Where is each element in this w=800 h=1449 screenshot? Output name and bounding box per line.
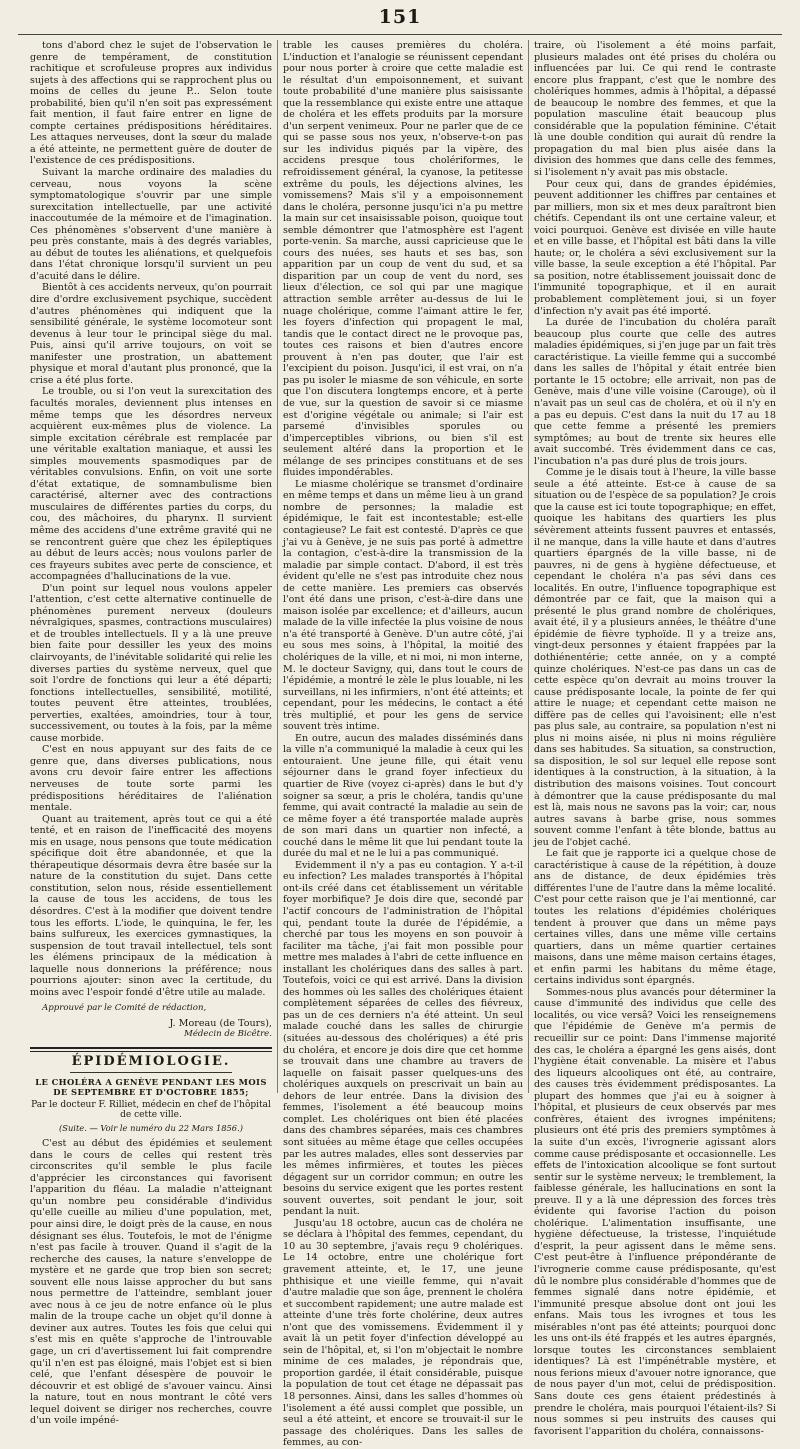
- author-signature: J. Moreau (de Tours),: [169, 1017, 272, 1029]
- paragraph: Le trouble, ou si l'on veut la surexcitation des facultés morales, deviennent plus intenses en même temps que les désordres nerveux acquièrent eux-mêmes plus de violence. La simple excitation cérébrale est remplacée par une véritable exaltation maniaque, et aussi les simples mouvements spasmodiques par de véritables convulsions. Enfin, on voit une sorte d'état extatique, de somnambulisme bien caractérisé, alterner avec des contractions musculaires de différentes parties du corps, du cou, des mâchoires, du pharynx. Il survient même des accidens d'une extrême gravité qui ne se rencontrent guère que chez les épileptiques au début de leurs accès; nous voulons parler de ces frayeurs subites avec perte de conscience, et accompagnées d'hallucinations de la vue.: [30, 386, 272, 583]
- approval-note: Approuvé par le Comité de rédaction,: [42, 1003, 207, 1014]
- paragraph: Quant au traitement, après tout ce qui a été tenté, et en raison de l'inefficacité des moyens mis en usage, nous pensons que toute médication spécifique doit être abandonnée, et que la thérapeutique désormais devra être basée sur la nature de la constitution du sujet. Dans cette constitution, selon nous, réside essentiellement la cause de tous les accidens, de tous les désordres. C'est à la modifier que doivent tendre tous les efforts. L'iode, le quinquina, le fer, les bains sulfureux, les exercices gymnastiques, la suspension de tout travail intellectuel, tels sont les élémens principaux de la médication à laquelle nous donnerions la préférence; nous pourrions ajouter: sinon avec la certitude, du moins avec l'espoir fondé d'être utile au malade.: [30, 813, 272, 998]
- title-divider: [70, 1072, 232, 1073]
- author-title: Médecin de Bicêtre.: [184, 1029, 272, 1040]
- paragraph: En outre, aucun des malades disséminés dans la ville n'a communiqué la maladie à ceux qui les entouraient. Une jeune fille, qui était venu séjourner dans le grand foyer infectieux du quartier de Rive (voyez ci-après) dans le but d'y soigner sa sœur, a pris le choléra, tandis qu'une femme, qui avait contracté la maladie au sein de ce même foyer a été transportée malade auprès de son mari dans un quartier non infecté, a couché dans le même lit que lui pendant toute la durée du mal et ne le lui a pas communiqué.: [283, 732, 523, 860]
- paragraph: Bientôt à ces accidents nerveux, qu'on pourrait dire d'ordre exclusivement psychique, succèdent d'autres phénomènes qui indiquent que la sensibilité générale, le système locomoteur sont devenus à leur tour le principal siège du mal. Puis, ainsi qu'il arrive toujours, on voit se manifester une prostration, un abattement physique et moral d'autant plus prononcé, que la crise a été plus forte.: [30, 282, 272, 386]
- paragraph: trable les causes premières du choléra. L'induction et l'analogie se réunissent cependant pour nous porter à croire que cette maladie est le résultat d'un empoisonnement, et suivant toute probabilité d'une manière plus saisissante que la ressemblance qui existe entre une attaque de choléra et les effets produits par la morsure d'un serpent venimeux. Pour ne parler que de ce qui se passe sous nos yeux, n'observe-t-on pas sur les individus piqués par la vipère, des accidens presque tous cholériformes, le refroidissement général, la cyanose, la petitesse extrême du pouls, les déjections alvines, les vomissemens? Mais s'il y a empoisonnement dans le choléra, personne jusqu'ici n'a pu mettre la main sur cet insaisissable poison, quoique tout semble démontrer que l'atmosphère est l'agent porte-venin. Sa marche, aussi capricieuse que le cours des nuées, ses hauts et ses bas, son apparition par un coup de vent du sud, et sa disparition par un coup de vent du nord, ses lieux d'élection, ce sol qui par une magique attraction semble arrêter au-dessus de lui le nuage cholérique, comme l'aimant attire le fer, les foyers d'infection qui propagent le mal, tandis que le contact direct ne le provoque pas, toutes ces raisons et bien d'autres encore prouvent à n'en pas douter, que l'air est l'excipient du poison. Jusqu'ici, il est vrai, on n'a pas pu isoler le miasme de son véhicule, en sorte que l'on discutera longtemps encore, et à perte de vue, sur la question de savoir si ce miasme est d'origine végétale ou animale; si l'air est parsemé d'invisibles sporules ou d'imperceptibles vibrions, ou bien s'il est seulement altéré dans la proportion et le mélange de ses principes constituans et de ses fluides impondérables.: [283, 40, 523, 479]
- paragraph: Pour ceux qui, dans de grandes épidémies, peuvent additionner les chiffres par centaines et par milliers, mon six et mes deux paraîtront bien chétifs. Cependant ils ont une certaine valeur, et voici pourquoi. Genève est divisée en ville haute et en ville basse, et l'hôpital est bâti dans la ville haute; or, le choléra a sévi exclusivement sur la ville basse, la seule exception a été l'hôpital. Par sa position, notre établissement jouissait donc de l'immunité topographique, et il en aurait probablement complètement joui, si un foyer d'infection n'y avait pas été importé.: [534, 178, 776, 317]
- section-divider: [30, 1047, 272, 1052]
- paragraph: Le miasme cholérique se transmet d'ordinaire en même temps et dans un même lieu à un grand nombre de personnes; la maladie est épidémique, le fait est incontestable; est-elle contagieuse? Le fait est contesté. D'après ce que j'ai vu à Genève, je ne suis pas porté à admettre la contagion, c'est-à-dire la transmission de la maladie par simple contact. D'abord, il est très évident qu'elle ne s'est pas introduite chez nous de cette manière. Les premiers cas observés l'ont été dans une prison, c'est-à-dire dans une maison isolée par excellence; et d'ailleurs, aucun malade de la ville infectée la plus voisine de nous n'a été transporté à Genève. D'un autre côté, j'ai eu sous mes soins, à l'hôpital, la moitié des cholériques de la ville, et ni moi, ni mon interne, M. le docteur Savigny, qui, dans tout le cours de l'épidémie, a montré le zèle le plus louable, ni les surveillans, ni les infirmiers, n'ont été atteints; et cependant, pour les médecins, le contact a été très multiplié, et pour les gens de service souvent très intime.: [283, 478, 523, 733]
- paragraph: Le fait que je rapporte ici a quelque chose de caractéristique à cause de la répétition, à douze ans de distance, de deux épidémies très différentes l'une de l'autre dans la même localité. C'est pour cette raison que je l'ai mentionné, car toutes les relations d'épidémies cholériques tendent à prouver que dans un même pays certaines villes, dans une même ville certains quartiers, dans un même quartier certaines maisons, dans une même maison certains étages, et enfin parmi les habitans du même étage, certains individus sont épargnés.: [534, 848, 776, 987]
- paragraph: Evidemment il n'y a pas eu contagion. Y a-t-il eu infection? Les malades transportés à l'hôpital ont-ils créé dans cet établissement un véritable foyer morbifique? Je dois dire que, secondé par l'actif concours de l'administration de l'hôpital qui, pendant toute la durée de l'épidémie, a cherché par tous les moyens en son pouvoir à faciliter ma tâche, j'ai fait mon possible pour mettre mes malades à l'abri de cette influence en installant les cholériques dans des salles à part. Toutefois, voici ce qui est arrivé. Dans la division des hommes où les salles des cholériques étaient complètement séparées de celles des fiévreux, pas un de ces derniers n'a été atteint. Un seul malade couché dans les salles de chirurgie (situées au-dessous des cholériques) a été pris du choléra, et encore je dois dire que cet homme se trouvait dans une chambre au travers de laquelle on faisait passer quelques-uns des cholériques auxquels on prescrivait un bain au dehors de leur entrée. Dans la division des femmes, l'isolement a été beaucoup moins complet. Les cholériques ont bien été placées dans des chambres séparées, mais ces chambres sont situées au même étage que celles occupées par les autres malades, elles sont desservies par les mêmes infirmières, et toutes les pièces dégagent sur un corridor commun; en outre les besoins du service exigent que les portes restent souvent ouvertes, soit pendant le jour, soit pendant la nuit.: [283, 859, 523, 1218]
- continuation-note: (Suite. — Voir le numéro du 22 Mars 1856.): [59, 1122, 243, 1133]
- article-byline: Par le docteur F. Rilliet, médecin en chef de l'hôpital de cette ville.: [31, 1099, 271, 1121]
- paragraph: tons d'abord chez le sujet de l'observation le genre de tempérament, de constitution rachitique et scrofuleuse propres aux individus sujets à des affections qui se rapprochent plus ou moins de celles du jeune P... Selon toute probabilité, bien qu'il n'en soit pas expressément fait mention, il faut faire entrer en ligne de compte certaines prédispositions héréditaires. Les attaques nerveuses, dont la sœur du malade a été atteinte, ne permettent guère de douter de l'existence de ces prédispositions.: [30, 40, 272, 167]
- column-1: [30, 40, 272, 1427]
- paragraph: La durée de l'incubation du choléra paraît beaucoup plus courte que celle des autres maladies épidémiques, si j'en juge par un fait très caractéristique. La vieille femme qui a succombé dans les salles de l'hôpital y était entrée bien portante le 15 octobre; elle arrivait, non pas de Genève, mais d'une ville voisine (Carouge), où il n'avait pas un seul cas de choléra, et où il n'y en a pas eu depuis. C'est dans la nuit du 17 au 18 que cette femme a présenté les premiers symptômes; au bout de trente six heures elle avait succombé. Très évidemment dans ce cas, l'incubation n'a pas duré plus de trois jours.: [534, 317, 776, 467]
- paragraph: Suivant la marche ordinaire des maladies du cerveau, nous voyons la scène symptomatologique s'ouvrir par une simple surexcitation intellectuelle, par une activité inaccoutumée de la mémoire et de l'imagination. Ces phénomènes s'observent d'une manière à peu près constante, mais à des degrés variables, au début de toutes les aliénations, et quelquefois dans l'état chronique lorsqu'il survient un peu d'acuité dans le délire.: [30, 167, 272, 282]
- paragraph: D'un point sur lequel nous voulons appeler l'attention, c'est cette alternative continuelle de phénomènes purement nerveux (douleurs névralgiques, spasmes, contractions musculaires) et de troubles intellectuels. Il y a là une preuve bien faite pour dessiller les yeux des moins clairvoyants, de l'inévitable solidarité qui relie les diverses parties du système nerveux, quel que soit l'ordre de fonctions qui leur a été départi; fonctions intellectuelles, sensibilité, motilité, toutes peuvent être atteintes, troublées, perverties, exaltées, amoindries, tour à tour, successivement, ou toutes à la fois, par la même cause morbide.: [30, 582, 272, 744]
- paragraph: Jusqu'au 18 octobre, aucun cas de choléra ne se déclara à l'hôpital des femmes, cependant, du 10 au 30 septembre, j'avais reçu 9 cholériques. Le 14 octobre, entre une cholérique fort gravement atteinte, et, le 17, une jeune phthisique et une vieille femme, qui n'avait d'autre maladie que son âge, prennent le choléra et succombent rapidement; une autre malade est atteinte d'une très forte cholérine, deux autres n'ont que des vomissemens. Évidemment il y avait là un petit foyer d'infection développé au sein de l'hôpital, et, si l'on m'objectait le nombre minime de ces malades, je répondrais que, proportion gardée, il était considérable, puisque la population de tout cet étage ne dépassait pas 18 personnes. Ainsi, dans les salles d'hommes où l'isolement a été aussi complet que possible, un seul a été atteint, et encore se trouvait-il sur le passage des cholériques. Dans les salles de femmes, au con-: [283, 1217, 523, 1449]
- article-title: LE CHOLÉRA A GENÈVE PENDANT LES MOIS DE SEPTEMBRE ET D'OCTOBRE 1855;: [35, 1076, 267, 1098]
- section-title: ÉPIDÉMIOLOGIE.: [71, 1054, 231, 1070]
- page-number: 151: [378, 6, 422, 28]
- header-rule: [18, 34, 782, 35]
- column-2: [283, 40, 523, 1449]
- column-3: [534, 40, 776, 1437]
- column-divider: [528, 40, 529, 1093]
- paragraph: traire, où l'isolement a été moins parfait, plusieurs malades ont été prises du choléra ou influencées par lui. Ce qui rend le contraste encore plus frappant, c'est que le nombre des cholériques hommes, admis à l'hôpital, a dépassé de beaucoup le nombre des femmes, et que la population masculine était beaucoup plus considérable que la population féminine. C'était là une double condition qui aurait dû rendre la propagation du mal bien plus aisée dans la division des hommes que dans celle des femmes, si l'isolement n'y avait pas mis obstacle.: [534, 40, 776, 179]
- paragraph: Sommes-nous plus avancés pour déterminer la cause d'immunité des individus que celle des localités, ou vice versâ? Voici les renseignemens que l'épidémie de Genève m'a permis de recueillir sur ce point: Dans l'immense majorité des cas, le choléra a épargné les gens aisés, dont l'hygiène était convenable. La misère et l'abus des liqueurs alcooliques ont été, au contraire, des causes très évidemment prédisposantes. La plupart des hommes que j'ai eu à soigner à l'hôpital, et plusieurs de ceux observés par mes confrères, étaient des ivrognes impénitens; plusieurs ont été pris des premiers symptômes à la suite d'un excès, l'ivrognerie agissant alors comme cause prédisposante et occasionnelle. Les effets de l'intoxication alcoolique se font surtout sentir sur le système nerveux; le tremblement, la faiblesse générale, les hallucinations en sont la preuve. Il y a là une dépression des forces très évidente qui favorise l'action du poison cholérique. L'alimentation insuffisante, une hygiène défectueuse, la tristesse, l'inquiétude d'esprit, la peur agissent dans le même sens. C'est peut-être à l'influence prépondérante de l'ivrognerie comme cause prédisposante, qu'est dû le nombre plus considérable d'hommes que de femmes signalé dans notre épidémie, et l'immunité presque absolue dont ont joui les enfans. Mais tous les ivrognes et tous les misérables n'ont pas été atteints; pourquoi donc les uns ont-ils été frappés et les autres épargnés, lorsque toutes les circonstances semblaient identiques? Là est l'impénétrable mystère, et nous ferions mieux d'avouer notre ignorance, que de nous payer d'un mot, celui de prédisposition. Sans doute ces gens étaient prédestinés à prendre le choléra, mais pourquoi l'étaient-ils? Si nous sommes si peu instruits des causes qui favorisent l'apparition du choléra, connaissons-: [534, 986, 776, 1437]
- paragraph: C'est au début des épidémies et seulement dans le cours de celles qui restent très circonscrites qu'il semble le plus facile d'apprécier les circonstances qui favorisent l'apparition du fléau. La maladie n'atteignant qu'un nombre peu considérable d'individus qu'elle cueille au milieu d'une population, met, pour ainsi dire, le doigt près de la cause, en nous désignant ses élus. Toutefois, le mot de l'énigme n'est pas facile à trouver. Quand il s'agit de la recherche des causes, la nature s'enveloppe de mystère et ne garde que trop bien son secret; souvent elle nous laisse approcher du but sans nous permettre de l'atteindre, semblant jouer avec nous à ce jeu de notre enfance où le plus malin de la troupe cache un objet qu'il donne à deviner aux autres. Toutes les fois que celui qui s'est mis en quête s'approche de l'introuvable gage, un cri d'avertissement lui fait comprendre qu'il n'en est pas éloigné, mais l'objet est si bien celé, que l'enfant désespère de pouvoir le découvrir et est obligé de s'avouer vaincu. Ainsi la nature, tout en nous montrant le côté vers lequel doivent se diriger nos recherches, couvre d'un voile impéné-: [30, 1138, 272, 1427]
- column-divider: [277, 40, 278, 1093]
- paragraph: Comme je le disais tout à l'heure, la ville basse seule a été atteinte. Est-ce à cause de sa situation ou de l'espèce de sa population? Je crois que la cause est ici toute topographique; en effet, quoique les habitans des quartiers les plus sévèrement atteints fussent pauvres et entassés, il ne manque, dans la ville haute et dans d'autres quartiers épargnés de la ville basse, ni de pauvres, ni de gens à hygiène défectueuse, et cependant le choléra n'a pas sévi dans ces localités. En outre, l'influence topographique est démontrée par ce fait, que la maison qui a présenté le plus grand nombre de cholériques, avait été, il y a plusieurs années, le théâtre d'une épidémie de fièvre typhoïde. Il y a treize ans, vingt-deux personnes y étaient frappées par la dothiénentérie; cette année, on y a compté quinze cholériques. N'est-ce pas dans un cas de cette espèce qu'on devrait au moins trouver la cause prédisposante locale, la pointe de fer qui attire le nuage; et cependant cette maison ne diffère pas de celles qui l'avoisinent; elle n'est pas plus sale, au contraire, sa population n'est ni plus ni moins aisée, ni plus ni moins régulière dans ses habitudes. Sa situation, sa construction, sa disposition, le sol sur lequel elle repose sont identiques à la construction, à la situation, à la distribution des maisons voisines. Tout concourt à démontrer que la cause prédisposante du mal est là, mais nous ne savons pas la voir; car, nous autres savans à barbe grise, nous sommes souvent comme l'enfant à tête blonde, battus au jeu de l'objet caché.: [534, 467, 776, 848]
- paragraph: C'est en nous appuyant sur des faits de ce genre que, dans diverses publications, nous avons cru devoir faire entrer les affections nerveuses de toute sorte parmi les prédispositions héréditaires de l'aliénation mentale.: [30, 744, 272, 814]
